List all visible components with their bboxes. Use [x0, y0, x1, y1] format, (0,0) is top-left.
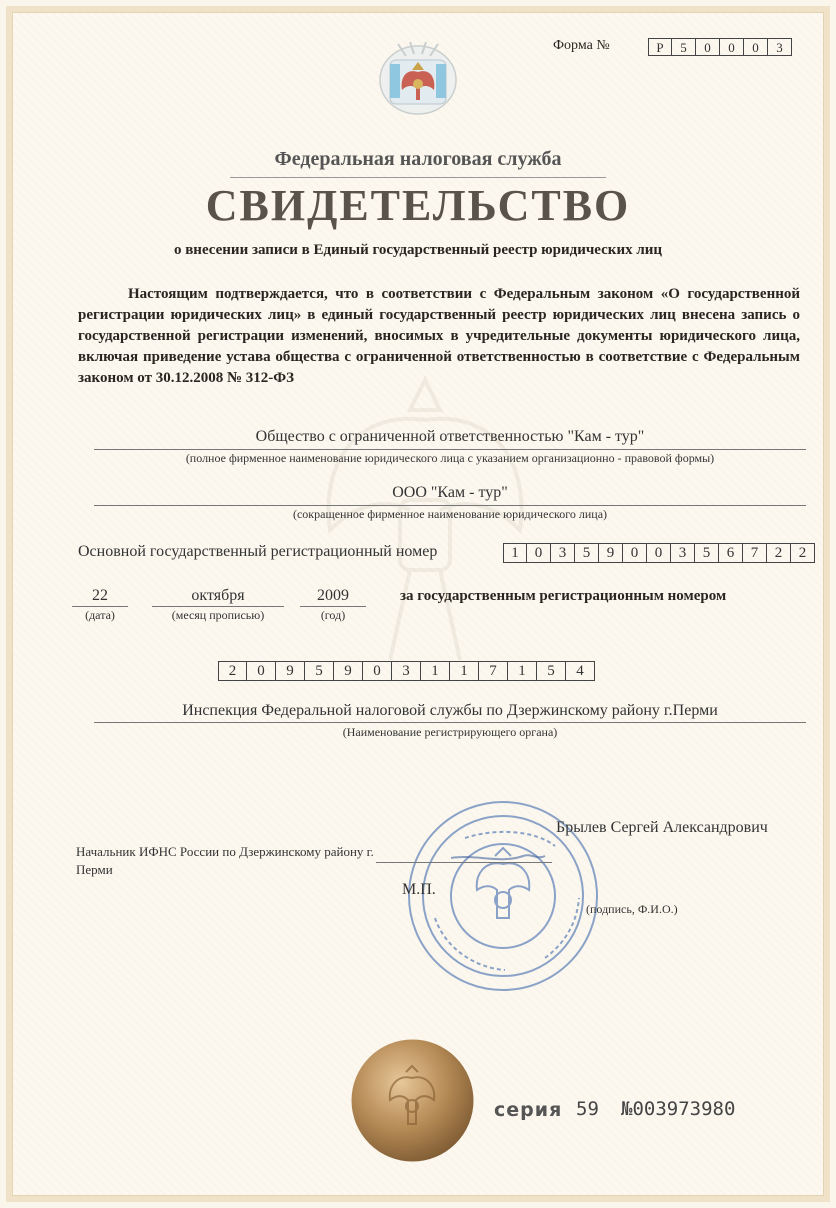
- grn-digit: 5: [537, 661, 566, 681]
- company-short-name: ООО "Кам - тур": [392, 484, 508, 501]
- grn-digit: 9: [334, 661, 363, 681]
- ogrn-digit: 2: [767, 543, 791, 563]
- month-caption: (месяц прописью): [171, 608, 265, 622]
- ogrn-digit: 3: [671, 543, 695, 563]
- grn-digit: 1: [421, 661, 450, 681]
- registration-day: 22: [92, 587, 108, 604]
- year-underline: [300, 606, 366, 607]
- coat-of-arms-emblem-icon: [376, 34, 460, 118]
- ogrn-digit: 2: [791, 543, 815, 563]
- ogrn-cells: [503, 543, 815, 563]
- ogrn-digit: 0: [527, 543, 551, 563]
- year-caption: (год): [320, 608, 346, 622]
- day-underline: [72, 606, 128, 607]
- grn-digit: 5: [305, 661, 334, 681]
- certificate-title: СВИДЕТЕЛЬСТВО: [205, 181, 631, 230]
- series-label: серия: [494, 1099, 563, 1121]
- ogrn-digit: 0: [647, 543, 671, 563]
- signature-underline: [376, 862, 552, 863]
- signatory-name: Брылев Сергей Александрович: [556, 819, 768, 836]
- form-number-cell: 0: [696, 38, 720, 56]
- series-code: 59: [576, 1098, 599, 1120]
- short-name-caption: (сокращенное фирменное наименование юридического лица): [292, 507, 608, 521]
- certificate-subtitle: о внесении записи в Единый государственный реестр юридических лиц: [173, 242, 663, 258]
- form-number-cells: [648, 38, 792, 56]
- grn-digit: 1: [508, 661, 537, 681]
- gold-hologram-seal-icon: [350, 1038, 475, 1163]
- registration-year: 2009: [317, 587, 349, 604]
- grn-digit: 3: [392, 661, 421, 681]
- ogrn-digit: 5: [695, 543, 719, 563]
- certificate-number: №003973980: [621, 1098, 736, 1120]
- authority-caption: (Наименование регистрирующего органа): [342, 725, 558, 739]
- ogrn-digit: 5: [575, 543, 599, 563]
- form-number-label: Форма №: [553, 38, 610, 53]
- ogrn-digit: 3: [551, 543, 575, 563]
- grn-digit: 0: [247, 661, 276, 681]
- registration-month: октября: [191, 587, 245, 604]
- body-text: Настоящим подтверждается, что в соответствии с Федеральным законом «О государственной регистрации юридических лиц» в единый государственный реестр юридических лиц внесена запись о государственной регистрации изменений, вносимых в учредительные документы юридического лица, включая приведение устава общества с ограниченной ответственностью в соответствие с Федеральным законом от 30.12.2008 № 312-ФЗ: [78, 286, 800, 386]
- ogrn-digit: 7: [743, 543, 767, 563]
- form-number-cell: 3: [768, 38, 792, 56]
- ogrn-digit: 1: [503, 543, 527, 563]
- grn-label: за государственным регистрационным номером: [400, 588, 727, 604]
- signatory-position: Начальник ИФНС России по Дзержинскому району г. Перми: [76, 844, 374, 877]
- grn-digit: 1: [450, 661, 479, 681]
- form-number-cell: Р: [648, 38, 672, 56]
- signature-caption: (подпись, Ф.И.О.): [586, 902, 678, 916]
- grn-digit: 2: [218, 661, 247, 681]
- grn-digit: 7: [479, 661, 508, 681]
- authority-name: Инспекция Федеральной налоговой службы по Дзержинскому району г.Перми: [182, 702, 718, 719]
- stamp-place-label: М.П.: [402, 881, 436, 898]
- ogrn-label: Основной государственный регистрационный номер: [78, 543, 438, 560]
- grn-digit: 4: [566, 661, 595, 681]
- form-number-cell: 5: [672, 38, 696, 56]
- company-full-name: Общество с ограниченной ответственностью "Кам - тур": [255, 428, 645, 445]
- ogrn-digit: 6: [719, 543, 743, 563]
- ogrn-digit: 0: [623, 543, 647, 563]
- month-underline: [152, 606, 284, 607]
- grn-digit: 9: [276, 661, 305, 681]
- full-name-underline: [94, 449, 806, 450]
- body-paragraph: [78, 284, 800, 389]
- service-divider: [230, 177, 606, 178]
- form-number-cell: 0: [744, 38, 768, 56]
- ogrn-digit: 9: [599, 543, 623, 563]
- full-name-caption: (полное фирменное наименование юридического лица с указанием организационно - правовой формы): [185, 451, 715, 465]
- authority-underline: [94, 722, 806, 723]
- day-caption: (дата): [85, 608, 115, 622]
- grn-cells: [218, 661, 595, 681]
- short-name-underline: [94, 505, 806, 506]
- form-number-cell: 0: [720, 38, 744, 56]
- grn-digit: 0: [363, 661, 392, 681]
- service-name: Федеральная налоговая служба: [274, 148, 562, 170]
